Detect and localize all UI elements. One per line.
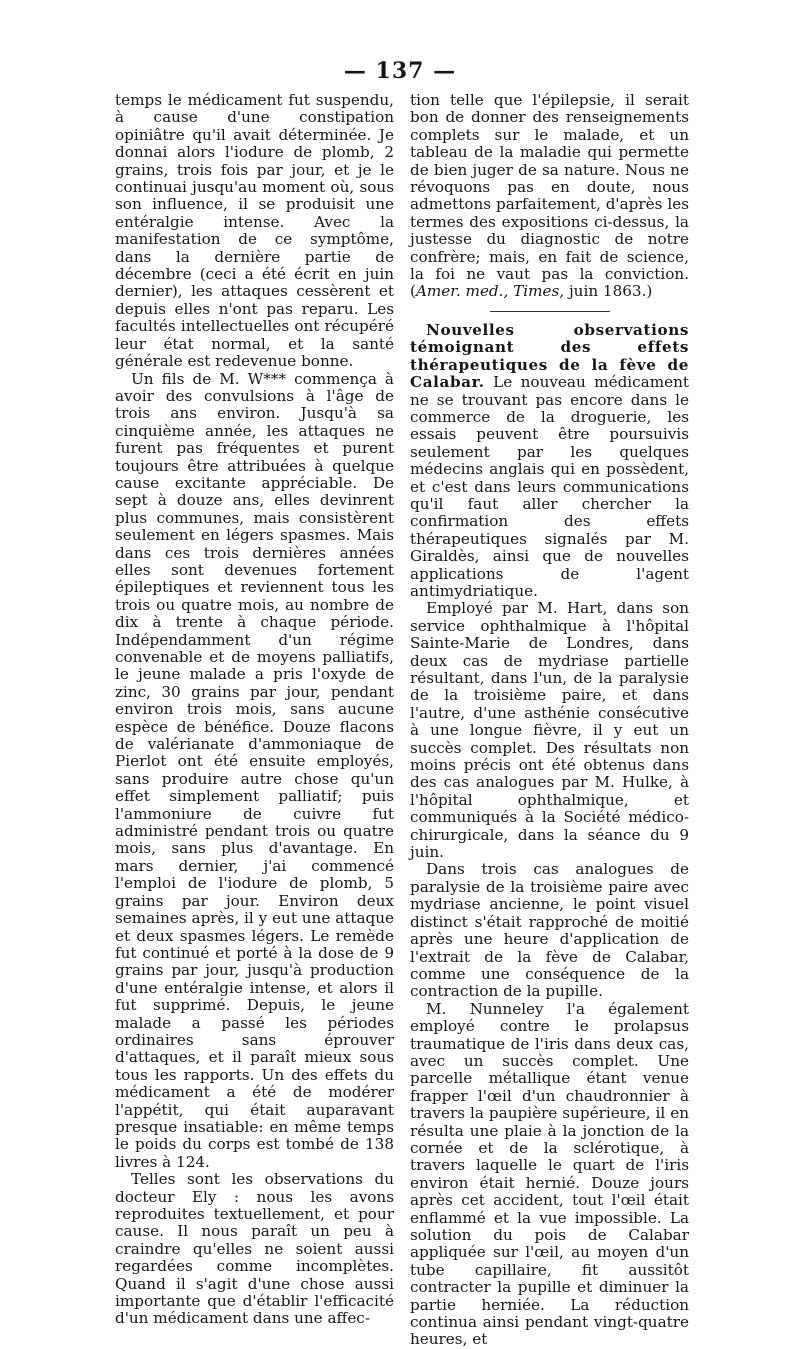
source-citation: Amer. med., Times, — [415, 282, 565, 301]
right-text-column — [410, 92, 689, 1349]
paragraph: Employé par M. Hart, dans son service ophthalmique à l'hôpital Sainte-Marie de Londres, dans deux cas de mydriase partielle résultant, dans l'un, de la paralysie de la troisième paire, et dans l'autre, d'une asthénie consécutive à une longue fièvre, il y eut un succès complet. Des résultats non moins précis ont été obtenus dans des cas analogues par M. Hulke, à l'hôpital ophthalmique, et communiqués à la Société médico-chirurgicale, dans la séance du 9 juin. — [410, 599, 689, 862]
paragraph: Un fils de M. W*** commença à avoir des convulsions à l'âge de trois ans environ. Jusqu'à sa cinquième année, les attaques ne furent pas fréquentes et purent toujours être attribuées à quelque cause excitante appréciable. De sept à douze ans, elles devinrent plus communes, mais consistèrent seulement en légers spasmes. Mais dans ces trois dernières années elles sont devenues fortement épileptiques et reviennent tous les trois ou quatre mois, au nombre de dix à trente à chaque période. Indépendamment d'un régime convenable et de moyens palliatifs, le jeune malade a pris l'oxyde de zinc, 30 grains par jour, pendant environ trois mois, sans aucune espèce de bénéfice. Douze flacons de valérianate d'ammoniaque de Pierlot ont été ensuite employés, sans produire autre chose qu'un effet simplement palliatif; puis l'ammoniure de cuivre fut administré pendant trois ou quatre mois, sans plus d'avantage. En mars dernier, j'ai commencé l'emploi de l'iodure de plomb, 5 grains par jour. Environ deux semaines après, il y eut une attaque et deux spasmes légers. Le remède fut continué et porté à la dose de 9 grains par jour, jusqu'à production d'une entéralgie intense, et alors il fut supprimé. Depuis, le jeune malade a passé les périodes ordinaires sans éprouver d'attaques, et il paraît mieux sous tous les rapports. Un des effets du médicament a été de modérer l'appétit, qui était auparavant presque insatiable: en même temps le poids du corps est tombé de 138 livres à 124. — [115, 369, 394, 1171]
paragraph: Telles sont les observations du docteur Ely : nous les avons reproduites textuellement, et pour cause. Il nous paraît un peu à craindre qu'elles ne soient aussi regardées comme incomplètes. Quand il s'agit d'une chose aussi importante que d'établir l'efficacité d'un médicament dans une affec- — [115, 1170, 394, 1328]
page-number: — 137 — — [343, 58, 457, 84]
section-divider — [490, 311, 610, 312]
left-text-column — [115, 92, 394, 1328]
paragraph — [410, 322, 689, 601]
paragraph: M. Nunneley l'a également employé contre le prolapsus traumatique de l'iris dans deux cas, avec un succès complet. Une parcelle métallique étant venue frapper l'œil d'un chaudronnier à travers la paupière supérieure, il en résulta une plaie à la jonction de la cornée et de la sclérotique, à travers laquelle le quart de l'iris environ était hernié. Douze jours après cet accident, tout l'œil était enflammé et la vue impossible. La solution du pois de Calabar appliquée sur l'œil, au moyen d'un tube capillaire, fit aussitôt contracter la pupille et diminuer la partie herniée. La réduction continua ainsi pendant vingt-quatre heures, et — [410, 999, 689, 1349]
section-heading: Nouvelles observations témoignant des effets thérapeutiques de la fève de Calabar. — [410, 320, 689, 392]
paragraph-text: juin 1863.) — [564, 282, 653, 301]
paragraph: Dans trois cas analogues de paralysie de la troisième paire avec mydriase ancienne, le point visuel distinct s'était rapproché de moitié après une heure d'application de l'extrait de la fève de Calabar, comme une conséquence de la contraction de la pupille. — [410, 860, 689, 1001]
paragraph: temps le médicament fut suspendu, à cause d'une constipation opiniâtre qu'il avait déterminée. Je donnai alors l'iodure de plomb, 2 grains, trois fois par jour, et je le continuai jusqu'au moment où, sous son influence, il se produisit une entéralgie intense. Avec la manifestation de ce symptôme, dans la dernière partie de décembre (ceci a été écrit en juin dernier), les attaques cessèrent et depuis elles n'ont pas reparu. Les facultés intellectuelles ont récupéré leur état normal, et la santé générale est redevenue bonne. — [115, 91, 394, 371]
paragraph — [410, 92, 689, 301]
paragraph-text: tion telle que l'épilepsie, il serait bon de donner des renseignements complets sur le malade, et un tableau de la maladie qui permette de bien juger de sa nature. Nous ne révoquons pas en doute, nous admettons parfaitement, d'après les termes des expositions ci-dessus, la justesse du diagnostic de notre confrère; mais, en fait de science, la foi ne vaut pas la conviction. ( — [410, 91, 689, 301]
paragraph-text: Le nouveau médicament ne se trouvant pas encore dans le commerce de la droguerie, les essais peuvent être poursuivis seulement par les quelques médecins anglais qui en possèdent, et c'est dans leurs communications qu'il faut aller chercher la confirmation des effets thérapeutiques signalés par M. Giraldès, ainsi que de nouvelles applications de l'agent antimydriatique. — [410, 373, 689, 600]
